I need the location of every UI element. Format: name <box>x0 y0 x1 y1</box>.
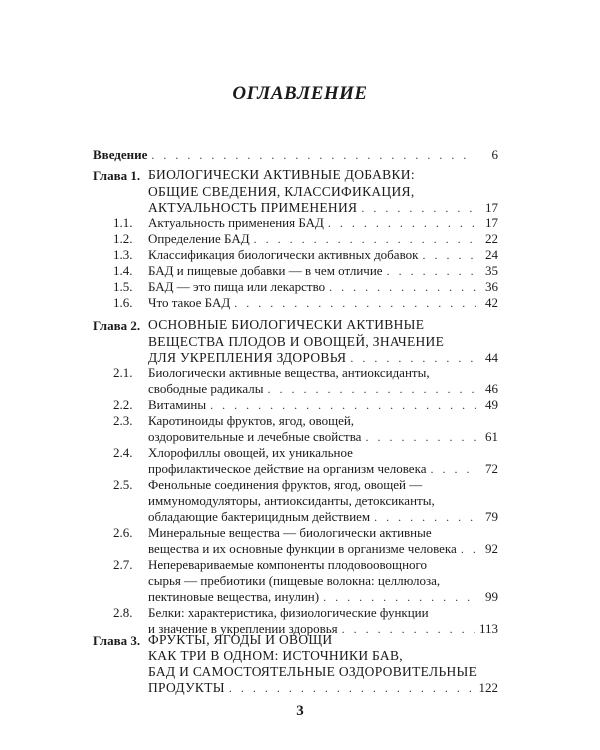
toc-entry-section[interactable] <box>148 509 498 525</box>
section-title[interactable]: Хлорофиллы овощей, их уникальное <box>148 445 353 460</box>
page-ref: 24 <box>485 247 498 262</box>
toc-entry-section[interactable] <box>148 279 498 295</box>
page-ref: 22 <box>485 231 498 246</box>
toc-entry-section[interactable] <box>148 541 498 557</box>
leader-dots <box>210 397 476 413</box>
toc-entry-section[interactable] <box>148 295 498 311</box>
section-title[interactable]: Биологически активные вещества, антиоксиданты, <box>148 365 430 380</box>
chapter-title-line[interactable]: ВЕЩЕСТВА ПЛОДОВ И ОВОЩЕЙ, ЗНАЧЕНИЕ <box>148 334 445 349</box>
chapter-title-line[interactable]: ОСНОВНЫЕ БИОЛОГИЧЕСКИ АКТИВНЫЕ <box>148 317 425 332</box>
section-title: оздоровительные и лечебные свойства <box>148 429 362 444</box>
page-ref: 46 <box>485 381 498 396</box>
section-title[interactable]: сырья — пребиотики (пищевые волокна: целлюлоза, <box>148 573 441 588</box>
toc-entry-section[interactable] <box>148 397 498 413</box>
section-title: профилактическое действие на организм человека <box>148 461 427 476</box>
section-title[interactable]: Минеральные вещества — биологически активные <box>148 525 432 540</box>
page-title: ОГЛАВЛЕНИЕ <box>232 83 368 104</box>
toc-entry-section[interactable] <box>148 247 498 263</box>
leader-dots <box>361 200 476 216</box>
leader-dots <box>151 147 476 163</box>
section-number: 1.1. <box>113 215 133 230</box>
page-ref: 17 <box>485 215 498 230</box>
section-title: Актуальность применения БАД <box>148 215 324 230</box>
section-title: обладающие бактерицидным действием <box>148 509 371 524</box>
leader-dots <box>328 215 476 231</box>
toc-entry-chapter-1[interactable] <box>148 200 498 216</box>
section-number: 2.3. <box>113 413 133 428</box>
chapter-title-line[interactable]: БАД И САМОСТОЯТЕЛЬНЫЕ ОЗДОРОВИТЕЛЬНЫЕ <box>148 664 478 679</box>
page-ref: 61 <box>485 429 498 444</box>
section-title: Определение БАД <box>148 231 250 246</box>
section-number: 2.8. <box>113 605 133 620</box>
section-number: 1.3. <box>113 247 133 262</box>
chapter-title-line: ДЛЯ УКРЕПЛЕНИЯ ЗДОРОВЬЯ <box>148 350 347 365</box>
chapter-title-line[interactable]: ОБЩИЕ СВЕДЕНИЯ, КЛАССИФИКАЦИЯ, <box>148 184 415 199</box>
page-number: 3 <box>296 703 304 719</box>
toc-entry-section[interactable] <box>148 215 498 231</box>
page-ref: 44 <box>485 350 498 365</box>
section-title[interactable]: иммуномодуляторы, антиоксиданты, детоксиканты, <box>148 493 435 508</box>
section-title: БАД — это пища или лекарство <box>148 279 326 294</box>
page-ref: 36 <box>485 279 498 294</box>
leader-dots <box>374 509 476 525</box>
section-number: 2.5. <box>113 477 133 492</box>
page-ref: 122 <box>478 680 498 695</box>
section-number: 2.6. <box>113 525 133 540</box>
toc-entry-chapter-2[interactable] <box>148 350 498 366</box>
intro-label: Введение <box>93 147 148 162</box>
page-ref: 79 <box>485 509 498 524</box>
leader-dots <box>461 541 476 557</box>
chapter-number: Глава 2. <box>93 318 141 333</box>
toc-entry-section[interactable] <box>148 231 498 247</box>
leader-dots <box>323 589 476 605</box>
chapter-title-line: АКТУАЛЬНОСТЬ ПРИМЕНЕНИЯ <box>148 200 358 215</box>
leader-dots <box>387 263 476 279</box>
chapter-title-line[interactable]: КАК ТРИ В ОДНОМ: ИСТОЧНИКИ БАВ, <box>148 648 403 663</box>
page-ref: 49 <box>485 397 498 412</box>
leader-dots <box>365 429 476 445</box>
page-ref: 6 <box>491 147 498 162</box>
leader-dots <box>430 461 476 477</box>
toc-entry-section[interactable] <box>148 429 498 445</box>
page-ref: 92 <box>485 541 498 556</box>
toc-entry-section[interactable] <box>148 461 498 477</box>
page-ref: 113 <box>478 621 498 636</box>
page-ref: 99 <box>485 589 498 604</box>
section-title: пектиновые вещества, инулин) <box>148 589 320 604</box>
section-title: свободные радикалы <box>148 381 264 396</box>
toc-entry-section[interactable] <box>148 263 498 279</box>
leader-dots <box>267 381 476 397</box>
leader-dots <box>234 295 476 311</box>
section-number: 2.1. <box>113 365 133 380</box>
leader-dots <box>254 231 476 247</box>
section-title: Классификация биологически активных добавок <box>148 247 419 262</box>
leader-dots <box>329 279 476 295</box>
section-number: 1.2. <box>113 231 133 246</box>
chapter-title-line: ПРОДУКТЫ <box>148 680 225 695</box>
toc-entry-intro[interactable] <box>93 147 498 163</box>
section-title: БАД и пищевые добавки — в чем отличие <box>148 263 383 278</box>
chapter-number: Глава 3. <box>93 633 141 648</box>
section-title: Витамины <box>148 397 207 412</box>
toc-entry-chapter-3[interactable] <box>148 680 498 696</box>
section-number: 2.7. <box>113 557 133 572</box>
section-title[interactable]: Неперевариваемые компоненты плодовоовощного <box>148 557 428 572</box>
toc-entry-section[interactable] <box>148 381 498 397</box>
section-number: 1.4. <box>113 263 133 278</box>
section-number: 1.5. <box>113 279 133 294</box>
leader-dots <box>422 247 476 263</box>
section-title: и значение в укреплении здоровья <box>148 621 338 636</box>
section-title: Что такое БАД <box>148 295 231 310</box>
page-ref: 42 <box>485 295 498 310</box>
chapter-title-line[interactable]: БИОЛОГИЧЕСКИ АКТИВНЫЕ ДОБАВКИ: <box>148 167 415 182</box>
section-title[interactable]: Фенольные соединения фруктов, ягод, овощей — <box>148 477 423 492</box>
section-number: 1.6. <box>113 295 133 310</box>
leader-dots <box>342 621 475 637</box>
page-ref: 72 <box>485 461 498 476</box>
section-title[interactable]: Белки: характеристика, физиологические функции <box>148 605 429 620</box>
page-ref: 17 <box>485 200 498 215</box>
chapter-title-line[interactable]: ФРУКТЫ, ЯГОДЫ И ОВОЩИ <box>148 632 333 647</box>
section-number: 2.2. <box>113 397 133 412</box>
leader-dots <box>350 350 476 366</box>
page-ref: 35 <box>485 263 498 278</box>
section-number: 2.4. <box>113 445 133 460</box>
chapter-number: Глава 1. <box>93 168 141 183</box>
section-title: вещества и их основные функции в организме человека <box>148 541 457 556</box>
leader-dots <box>229 680 475 696</box>
section-title[interactable]: Каротиноиды фруктов, ягод, овощей, <box>148 413 355 428</box>
toc-entry-section[interactable] <box>148 589 498 605</box>
